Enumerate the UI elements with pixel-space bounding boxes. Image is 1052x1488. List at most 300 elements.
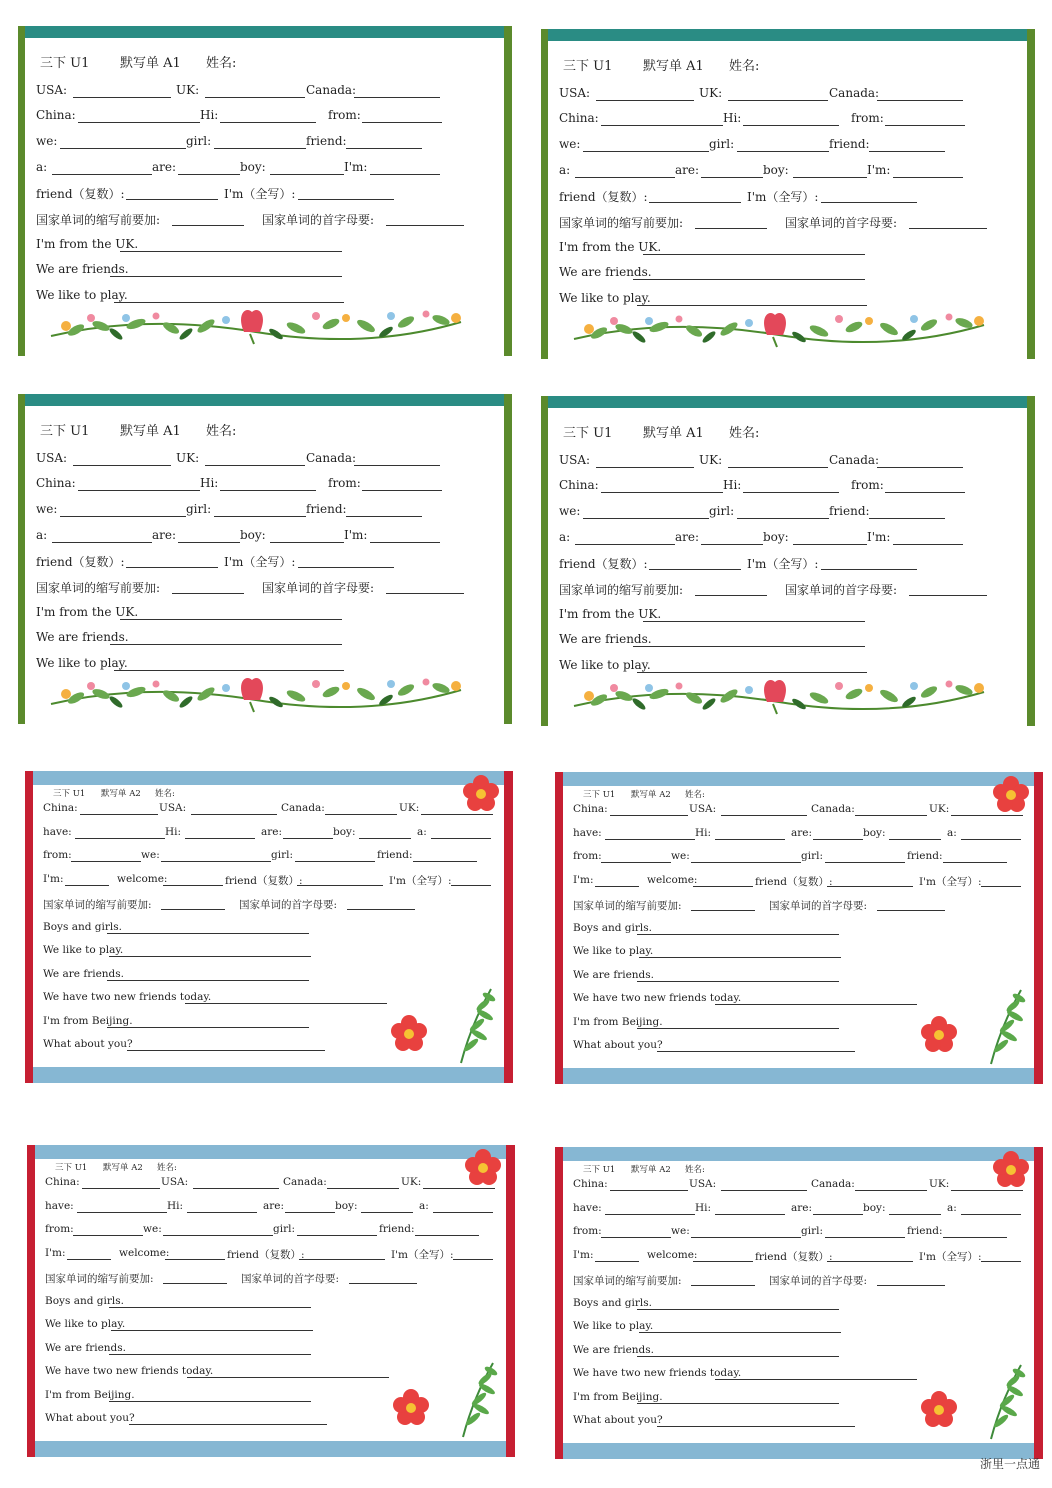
answer-blank[interactable] — [346, 516, 422, 517]
answer-blank[interactable] — [349, 1283, 417, 1284]
answer-blank[interactable] — [981, 1261, 1021, 1262]
answer-blank[interactable] — [743, 125, 839, 126]
answer-blank[interactable] — [855, 1190, 927, 1191]
answer-blank[interactable] — [575, 544, 675, 545]
answer-blank[interactable] — [595, 1261, 639, 1262]
answer-blank[interactable] — [893, 544, 963, 545]
answer-blank[interactable] — [981, 886, 1021, 887]
label-friend: friend: — [377, 849, 413, 861]
label-we: we: — [671, 850, 690, 862]
answer-blank[interactable] — [821, 569, 917, 570]
label-are: are: — [675, 163, 700, 177]
card-right-bar — [1034, 1147, 1043, 1459]
card-left-bar — [541, 396, 548, 726]
label-boy: boy: — [863, 827, 886, 839]
label-china: China: — [559, 478, 599, 492]
answer-blank[interactable] — [637, 1309, 839, 1310]
label-friend: friend: — [306, 502, 347, 516]
sentence: I'm from Beijing. — [573, 1391, 663, 1403]
flower-fern-icon — [391, 985, 501, 1065]
answer-blank[interactable] — [693, 1261, 753, 1262]
answer-blank[interactable] — [885, 492, 965, 493]
answer-blank[interactable] — [172, 225, 244, 226]
answer-blank[interactable] — [421, 814, 493, 815]
answer-blank[interactable] — [78, 490, 200, 491]
answer-blank[interactable] — [637, 305, 867, 306]
label-a: a: — [947, 1202, 957, 1214]
sentence: We are friends. — [36, 262, 129, 276]
label-are: are: — [152, 160, 177, 174]
answer-blank[interactable] — [82, 1188, 160, 1189]
answer-blank[interactable] — [220, 490, 316, 491]
answer-blank[interactable] — [821, 202, 917, 203]
answer-blank[interactable] — [325, 814, 397, 815]
answer-blank[interactable] — [693, 886, 753, 887]
sentence: We like to play. — [559, 658, 651, 672]
dictation-card-a2 — [555, 772, 1043, 1084]
answer-blank[interactable] — [889, 839, 941, 840]
flower-garland-icon — [569, 307, 989, 349]
answer-blank[interactable] — [60, 516, 186, 517]
answer-blank[interactable] — [855, 815, 927, 816]
answer-blank[interactable] — [185, 838, 255, 839]
answer-blank[interactable] — [172, 593, 244, 594]
answer-blank[interactable] — [67, 1259, 111, 1260]
answer-blank[interactable] — [370, 542, 440, 543]
label-are: are: — [675, 530, 700, 544]
answer-blank[interactable] — [827, 1261, 913, 1262]
label-usa: USA: — [36, 451, 68, 465]
label-friends-plural: friend（复数）: — [755, 1251, 833, 1263]
flower-fern-icon — [921, 1361, 1031, 1441]
card-sheet-title: 默写单 A1 — [120, 56, 181, 71]
card-bottom-band — [27, 1441, 515, 1457]
answer-blank[interactable] — [327, 1188, 399, 1189]
answer-blank[interactable] — [691, 1237, 801, 1238]
answer-blank[interactable] — [695, 595, 767, 596]
label-china: China: — [573, 803, 608, 815]
card-name-label: 姓名: — [155, 789, 175, 799]
sentence: I'm from the UK. — [36, 237, 139, 251]
answer-blank[interactable] — [165, 1259, 225, 1260]
label-girl: girl: — [273, 1223, 295, 1235]
flower-garland-icon — [569, 674, 989, 716]
sentence: We have two new friends today. — [45, 1365, 214, 1377]
answer-blank[interactable] — [354, 97, 440, 98]
answer-blank[interactable] — [114, 302, 344, 303]
answer-blank[interactable] — [413, 861, 477, 862]
answer-blank[interactable] — [951, 815, 1023, 816]
card-right-bar — [1027, 29, 1035, 359]
label-usa: USA: — [36, 83, 68, 97]
sentence: We are friends. — [559, 632, 652, 646]
answer-blank[interactable] — [298, 199, 394, 200]
answer-blank[interactable] — [370, 174, 440, 175]
answer-blank[interactable] — [110, 644, 342, 645]
answer-blank[interactable] — [354, 465, 440, 466]
answer-blank[interactable] — [827, 886, 913, 887]
answer-blank[interactable] — [737, 151, 829, 152]
card-bottom-band — [555, 1068, 1043, 1084]
label-friends-plural: friend（复数）: — [559, 190, 648, 204]
answer-blank[interactable] — [813, 839, 863, 840]
answer-blank[interactable] — [161, 861, 271, 862]
answer-blank[interactable] — [639, 957, 841, 958]
answer-blank[interactable] — [877, 467, 963, 468]
card-top-band — [27, 1145, 515, 1159]
answer-blank[interactable] — [691, 1285, 755, 1286]
card-name-label: 姓名: — [729, 426, 760, 441]
footer-watermark: 浙里一点通 — [979, 1457, 1040, 1471]
label-abbr-rule: 国家单词的缩写前要加: — [573, 1275, 682, 1287]
answer-blank[interactable] — [885, 125, 965, 126]
label-friend: friend: — [829, 137, 870, 151]
answer-blank[interactable] — [298, 567, 394, 568]
answer-blank[interactable] — [347, 909, 415, 910]
answer-blank[interactable] — [737, 518, 829, 519]
label-im-full: I'm（全写）: — [389, 875, 452, 887]
answer-blank[interactable] — [691, 910, 755, 911]
sentence: We like to play. — [43, 944, 124, 956]
answer-blank[interactable] — [605, 1214, 695, 1215]
label-have: have: — [43, 826, 72, 838]
answer-blank[interactable] — [596, 100, 694, 101]
answer-blank[interactable] — [126, 199, 218, 200]
answer-blank[interactable] — [77, 1212, 167, 1213]
label-a: a: — [559, 530, 571, 544]
label-we: we: — [141, 849, 160, 861]
card-top-band — [555, 1147, 1043, 1161]
answer-blank[interactable] — [451, 885, 491, 886]
label-canada: Canada: — [829, 453, 880, 467]
answer-blank[interactable] — [431, 838, 491, 839]
answer-blank[interactable] — [214, 516, 306, 517]
dictation-card-a1 — [18, 394, 512, 724]
answer-blank[interactable] — [637, 672, 867, 673]
label-welcome: welcome: — [647, 1249, 698, 1261]
answer-blank[interactable] — [825, 1237, 905, 1238]
answer-blank[interactable] — [73, 97, 171, 98]
answer-blank[interactable] — [52, 542, 152, 543]
sentence: We have two new friends today. — [573, 1367, 742, 1379]
answer-blank[interactable] — [78, 122, 200, 123]
label-welcome: welcome: — [117, 873, 168, 885]
answer-blank[interactable] — [961, 1214, 1021, 1215]
answer-blank[interactable] — [869, 518, 945, 519]
answer-blank[interactable] — [187, 1212, 257, 1213]
answer-blank[interactable] — [657, 1051, 855, 1052]
answer-blank[interactable] — [107, 980, 309, 981]
answer-blank[interactable] — [185, 1003, 387, 1004]
answer-blank[interactable] — [601, 492, 723, 493]
answer-blank[interactable] — [877, 100, 963, 101]
label-friends-plural: friend（复数）: — [227, 1249, 305, 1261]
answer-blank[interactable] — [178, 542, 240, 543]
label-are: are: — [791, 827, 813, 839]
answer-blank[interactable] — [295, 861, 375, 862]
answer-blank[interactable] — [120, 619, 342, 620]
sentence: Boys and girls. — [573, 1297, 652, 1309]
answer-blank[interactable] — [637, 981, 839, 982]
answer-blank[interactable] — [909, 595, 987, 596]
answer-blank[interactable] — [270, 542, 344, 543]
label-boy: boy: — [240, 160, 266, 174]
answer-blank[interactable] — [893, 177, 963, 178]
answer-blank[interactable] — [633, 646, 865, 647]
answer-blank[interactable] — [596, 467, 694, 468]
answer-blank[interactable] — [109, 956, 311, 957]
answer-blank[interactable] — [65, 885, 109, 886]
answer-blank[interactable] — [951, 1190, 1023, 1191]
answer-blank[interactable] — [601, 125, 723, 126]
answer-blank[interactable] — [728, 100, 828, 101]
answer-blank[interactable] — [433, 1212, 493, 1213]
answer-blank[interactable] — [52, 174, 152, 175]
answer-blank[interactable] — [161, 909, 225, 910]
answer-blank[interactable] — [813, 1214, 863, 1215]
answer-blank[interactable] — [793, 177, 867, 178]
answer-blank[interactable] — [610, 1190, 688, 1191]
card-top-band — [555, 772, 1043, 786]
answer-blank[interactable] — [825, 862, 905, 863]
answer-blank[interactable] — [695, 228, 767, 229]
answer-blank[interactable] — [110, 276, 342, 277]
answer-blank[interactable] — [299, 1259, 385, 1260]
answer-blank[interactable] — [75, 838, 165, 839]
sentence: What about you? — [573, 1039, 663, 1051]
answer-blank[interactable] — [943, 1237, 1007, 1238]
answer-blank[interactable] — [178, 174, 240, 175]
label-hi: Hi: — [723, 111, 742, 125]
sentence: We are friends. — [559, 265, 652, 279]
answer-blank[interactable] — [73, 1235, 143, 1236]
answer-blank[interactable] — [728, 467, 828, 468]
label-friend: friend: — [306, 134, 347, 148]
answer-blank[interactable] — [715, 1004, 917, 1005]
label-friends-plural: friend（复数）: — [36, 187, 125, 201]
answer-blank[interactable] — [80, 814, 158, 815]
label-im: I'm: — [573, 874, 594, 886]
answer-blank[interactable] — [721, 815, 807, 816]
answer-blank[interactable] — [601, 1237, 671, 1238]
answer-blank[interactable] — [643, 254, 865, 255]
label-friends-plural: friend（复数）: — [225, 875, 303, 887]
card-sheet-title: 默写单 A2 — [101, 789, 141, 799]
answer-blank[interactable] — [869, 151, 945, 152]
answer-blank[interactable] — [120, 251, 342, 252]
label-hi: Hi: — [695, 827, 712, 839]
answer-blank[interactable] — [187, 1377, 389, 1378]
card-left-bar — [555, 772, 563, 1084]
answer-blank[interactable] — [114, 670, 344, 671]
answer-blank[interactable] — [109, 1307, 311, 1308]
sentence: I'm from the UK. — [559, 240, 662, 254]
answer-blank[interactable] — [743, 492, 839, 493]
label-have: have: — [573, 1202, 602, 1214]
card-grade: 三下 U1 — [563, 59, 613, 74]
card-name-label: 姓名: — [685, 1165, 705, 1175]
card-name-label: 姓名: — [206, 56, 237, 71]
answer-blank[interactable] — [583, 518, 709, 519]
answer-blank[interactable] — [605, 839, 695, 840]
answer-blank[interactable] — [721, 1190, 807, 1191]
sentence: I'm from Beijing. — [573, 1016, 663, 1028]
label-are: are: — [263, 1200, 285, 1212]
card-grade: 三下 U1 — [583, 1165, 616, 1175]
label-uk: UK: — [176, 451, 200, 465]
card-sheet-title: 默写单 A2 — [631, 790, 671, 800]
answer-blank[interactable] — [129, 1424, 327, 1425]
answer-blank[interactable] — [163, 1283, 227, 1284]
sentence: We are friends. — [36, 630, 129, 644]
answer-blank[interactable] — [877, 1285, 945, 1286]
answer-blank[interactable] — [637, 1356, 839, 1357]
label-from: from: — [43, 849, 72, 861]
answer-blank[interactable] — [163, 1235, 273, 1236]
answer-blank[interactable] — [214, 148, 306, 149]
label-canada: Canada: — [281, 802, 325, 814]
label-im: I'm: — [45, 1247, 66, 1259]
answer-blank[interactable] — [643, 621, 865, 622]
answer-blank[interactable] — [127, 1050, 325, 1051]
answer-blank[interactable] — [639, 1332, 841, 1333]
answer-blank[interactable] — [107, 1027, 309, 1028]
answer-blank[interactable] — [453, 1259, 493, 1260]
answer-blank[interactable] — [60, 148, 186, 149]
answer-blank[interactable] — [637, 934, 839, 935]
answer-blank[interactable] — [649, 202, 741, 203]
label-china: China: — [43, 802, 78, 814]
answer-blank[interactable] — [691, 862, 801, 863]
label-girl: girl: — [186, 134, 212, 148]
answer-blank[interactable] — [961, 839, 1021, 840]
answer-blank[interactable] — [637, 1028, 839, 1029]
label-a: a: — [36, 528, 48, 542]
label-friend: friend: — [829, 504, 870, 518]
label-usa: USA: — [161, 1176, 189, 1188]
label-abbr-rule: 国家单词的缩写前要加: — [45, 1273, 154, 1285]
label-friend: friend: — [907, 850, 943, 862]
dictation-card-a2 — [555, 1147, 1043, 1459]
answer-blank[interactable] — [701, 544, 763, 545]
label-abbr-rule: 国家单词的缩写前要加: — [559, 216, 684, 230]
answer-blank[interactable] — [877, 910, 945, 911]
answer-blank[interactable] — [601, 862, 671, 863]
answer-blank[interactable] — [943, 862, 1007, 863]
label-im: I'm: — [344, 528, 368, 542]
answer-blank[interactable] — [205, 97, 305, 98]
answer-blank[interactable] — [633, 279, 865, 280]
label-im: I'm: — [43, 873, 64, 885]
answer-blank[interactable] — [657, 1426, 855, 1427]
answer-blank[interactable] — [109, 1401, 311, 1402]
answer-blank[interactable] — [362, 490, 442, 491]
answer-blank[interactable] — [191, 814, 277, 815]
answer-blank[interactable] — [575, 177, 675, 178]
answer-blank[interactable] — [715, 839, 785, 840]
card-top-band — [18, 26, 512, 38]
flower-garland-icon — [46, 304, 466, 346]
card-sheet-title: 默写单 A1 — [643, 426, 704, 441]
label-boy: boy: — [863, 1202, 886, 1214]
answer-blank[interactable] — [415, 1235, 479, 1236]
label-uk: UK: — [699, 86, 723, 100]
answer-blank[interactable] — [715, 1214, 785, 1215]
label-abbr-rule: 国家单词的缩写前要加: — [43, 899, 152, 911]
card-left-bar — [555, 1147, 563, 1459]
answer-blank[interactable] — [163, 885, 223, 886]
sentence: I'm from the UK. — [36, 605, 139, 619]
label-we: we: — [36, 502, 58, 516]
label-capital-rule: 国家单词的首字母要: — [769, 1275, 868, 1287]
label-abbr-rule: 国家单词的缩写前要加: — [559, 583, 684, 597]
card-name-label: 姓名: — [206, 424, 237, 439]
label-hi: Hi: — [200, 476, 219, 490]
answer-blank[interactable] — [297, 885, 383, 886]
sentence: What about you? — [45, 1412, 135, 1424]
answer-blank[interactable] — [889, 1214, 941, 1215]
label-usa: USA: — [559, 453, 591, 467]
answer-blank[interactable] — [285, 1212, 335, 1213]
answer-blank[interactable] — [386, 593, 464, 594]
answer-blank[interactable] — [359, 838, 411, 839]
label-girl: girl: — [186, 502, 212, 516]
answer-blank[interactable] — [220, 122, 316, 123]
answer-blank[interactable] — [715, 1379, 917, 1380]
label-a: a: — [559, 163, 571, 177]
answer-blank[interactable] — [386, 225, 464, 226]
answer-blank[interactable] — [423, 1188, 495, 1189]
label-have: have: — [573, 827, 602, 839]
label-hi: Hi: — [695, 1202, 712, 1214]
card-left-bar — [18, 394, 25, 724]
answer-blank[interactable] — [126, 567, 218, 568]
label-usa: USA: — [159, 802, 187, 814]
answer-blank[interactable] — [346, 148, 422, 149]
answer-blank[interactable] — [793, 544, 867, 545]
answer-blank[interactable] — [361, 1212, 413, 1213]
label-from: from: — [573, 1225, 602, 1237]
answer-blank[interactable] — [107, 933, 309, 934]
answer-blank[interactable] — [111, 1330, 313, 1331]
answer-blank[interactable] — [362, 122, 442, 123]
answer-blank[interactable] — [583, 151, 709, 152]
answer-blank[interactable] — [193, 1188, 279, 1189]
answer-blank[interactable] — [283, 838, 333, 839]
answer-blank[interactable] — [595, 886, 639, 887]
answer-blank[interactable] — [701, 177, 763, 178]
answer-blank[interactable] — [205, 465, 305, 466]
red-flower-icon — [463, 775, 499, 811]
label-from: from: — [851, 478, 884, 492]
answer-blank[interactable] — [649, 569, 741, 570]
card-sheet-title: 默写单 A2 — [103, 1163, 143, 1173]
answer-blank[interactable] — [909, 228, 987, 229]
answer-blank[interactable] — [73, 465, 171, 466]
sentence: I'm from Beijing. — [45, 1389, 135, 1401]
label-im-full: I'm（全写）: — [747, 190, 819, 204]
label-uk: UK: — [176, 83, 200, 97]
answer-blank[interactable] — [610, 815, 688, 816]
label-hi: Hi: — [200, 108, 219, 122]
answer-blank[interactable] — [297, 1235, 377, 1236]
answer-blank[interactable] — [71, 861, 141, 862]
answer-blank[interactable] — [637, 1403, 839, 1404]
answer-blank[interactable] — [270, 174, 344, 175]
answer-blank[interactable] — [109, 1354, 311, 1355]
label-friends-plural: friend（复数）: — [36, 555, 125, 569]
label-boy: boy: — [333, 826, 356, 838]
